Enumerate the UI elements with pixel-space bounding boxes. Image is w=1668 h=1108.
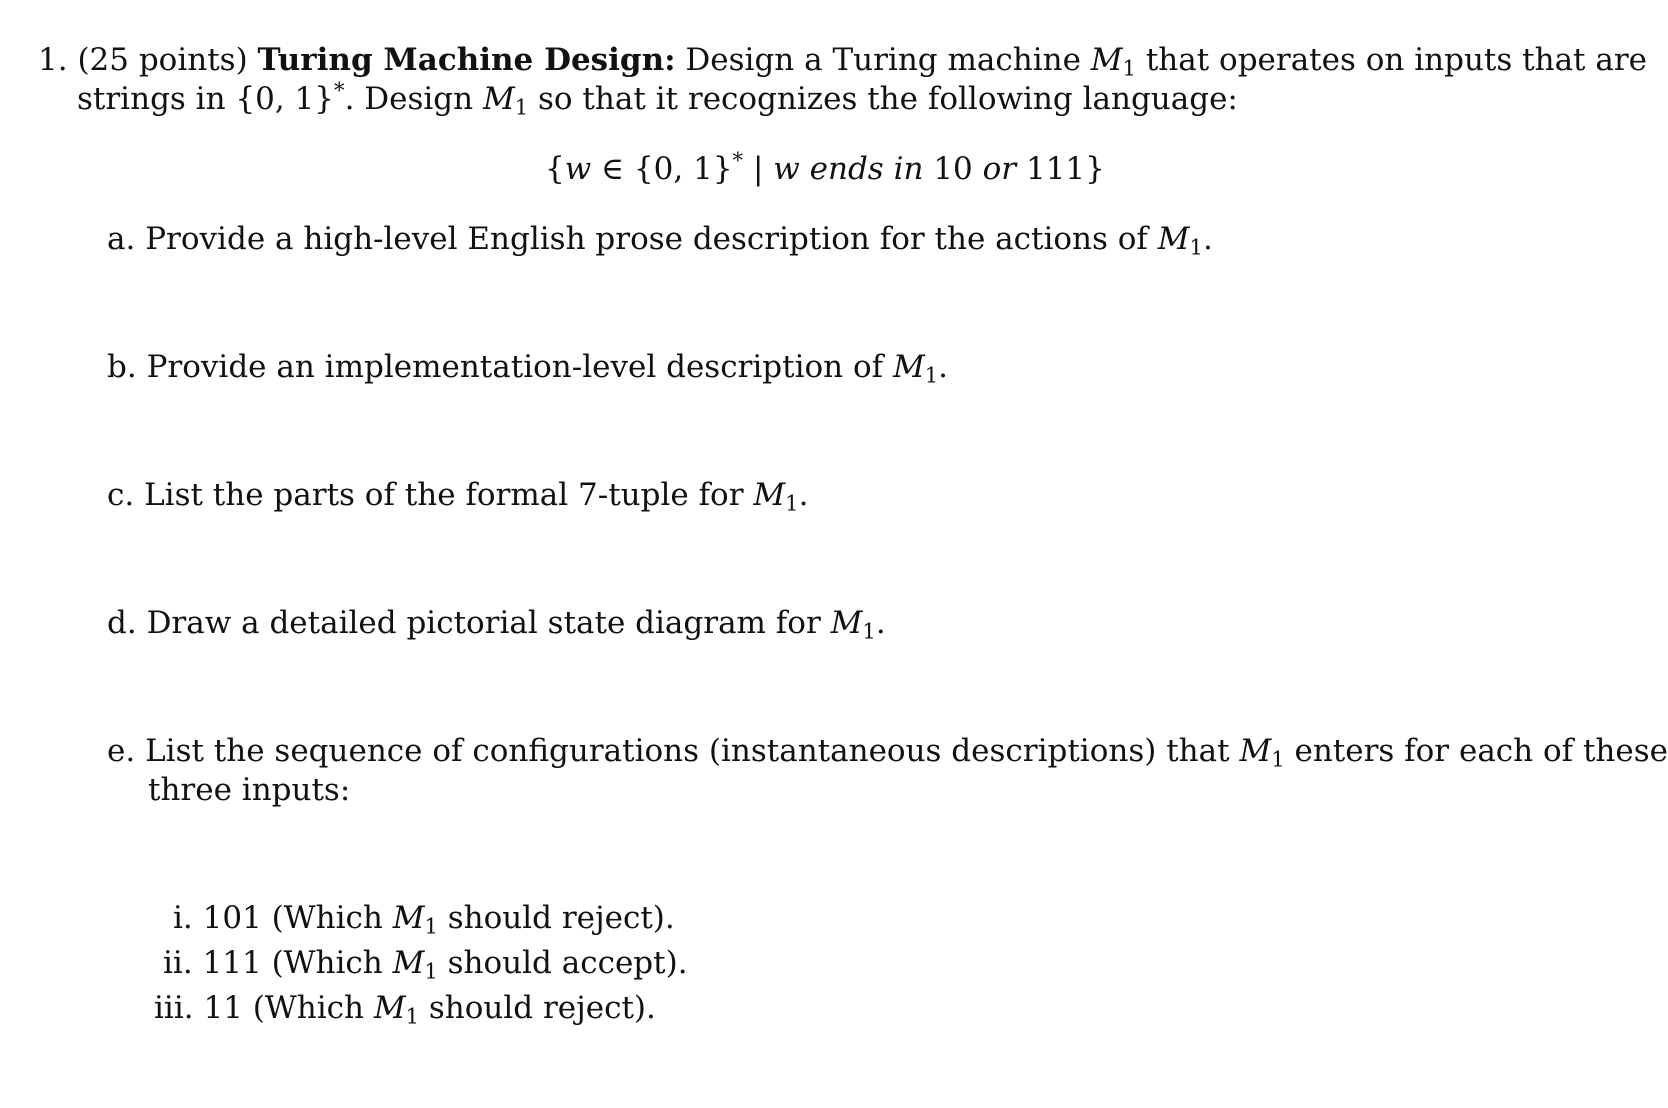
part-d: d. Draw a detailed pictorial state diagram for $M_1$. — [107, 605, 886, 644]
part-label: e. — [107, 733, 136, 769]
part-text: Provide an implementation-level description of — [146, 349, 884, 385]
machine-symbol: $M_1$ — [392, 900, 438, 939]
variable-w: w — [564, 151, 592, 187]
input-item-i: i. 101 (Which $M_1$ should reject). — [173, 900, 675, 939]
kleene-star: * — [334, 77, 345, 103]
kleene-star: * — [732, 147, 744, 173]
part-text-3: three inputs: — [148, 772, 351, 808]
problem-points: (25 points) — [77, 42, 248, 78]
language-definition — [545, 149, 1105, 189]
intro-text-1: Design a Turing machine — [685, 42, 1081, 78]
part-label: d. — [107, 605, 137, 641]
part-text-1: List the sequence of configurations (instantaneous descriptions) that — [145, 733, 1230, 769]
input-value: 101 — [202, 900, 262, 936]
machine-symbol: $M_1$ — [373, 990, 419, 1029]
part-text: List the parts of the formal 7-tuple for — [144, 477, 744, 513]
set-open-brace: { — [545, 151, 565, 187]
input-label: i. — [173, 900, 193, 936]
machine-symbol: $M_1$ — [753, 477, 799, 516]
alphabet: ∈ {0, 1} — [591, 151, 733, 187]
input-value: 111 — [202, 945, 262, 981]
part-text: Provide a high-level English prose description for the actions of — [145, 221, 1148, 257]
machine-symbol: $M_1$ — [482, 81, 529, 120]
part-label: c. — [107, 477, 135, 513]
part-label: b. — [107, 349, 137, 385]
input-item-ii: ii. 111 (Which $M_1$ should accept). — [163, 945, 688, 984]
part-e — [107, 731, 1668, 771]
part-text: Draw a detailed pictorial state diagram for — [146, 605, 821, 641]
problem-header — [38, 40, 1647, 80]
intro-line2-c: so that it recognizes the following language: — [538, 81, 1238, 117]
part-a: a. Provide a high-level English prose description for the actions of $M_1$. — [107, 221, 1213, 260]
part-c: c. List the parts of the formal 7-tuple for $M_1$. — [107, 477, 809, 516]
ends-in-text: ends in — [799, 151, 934, 187]
suffix-2: 111 — [1025, 151, 1086, 187]
or-text: or — [972, 151, 1026, 187]
intro-line2-b: . Design — [344, 81, 474, 117]
part-e-line-2 — [148, 770, 350, 810]
machine-symbol: $M_1$ — [893, 349, 939, 388]
variable-w: w — [773, 151, 800, 187]
set-close-brace: } — [1085, 151, 1105, 187]
suffix-1: 10 — [933, 151, 973, 187]
input-label: iii. — [154, 990, 194, 1026]
such-that-bar: | — [743, 151, 774, 187]
input-label: ii. — [163, 945, 193, 981]
intro-line2-a: strings in {0, 1} — [77, 81, 335, 117]
input-item-iii: iii. 11 (Which $M_1$ should reject). — [154, 990, 656, 1029]
machine-symbol: $M_1$ — [392, 945, 438, 984]
input-value: 11 — [203, 990, 243, 1026]
part-label: a. — [107, 221, 136, 257]
part-b: b. Provide an implementation-level description of $M_1$. — [107, 349, 949, 388]
problem-number: 1. — [38, 42, 68, 78]
machine-symbol: $M_1$ — [1239, 733, 1285, 772]
machine-symbol: $M_1$ — [1090, 42, 1136, 81]
intro-text-2: that operates on inputs that are — [1145, 42, 1648, 78]
problem-title: Turing Machine Design: — [257, 42, 676, 78]
machine-symbol: $M_1$ — [830, 605, 876, 644]
machine-symbol: $M_1$ — [1157, 221, 1203, 260]
problem-intro-line-2 — [77, 79, 1238, 119]
part-text-2: enters for each of these — [1294, 733, 1668, 769]
